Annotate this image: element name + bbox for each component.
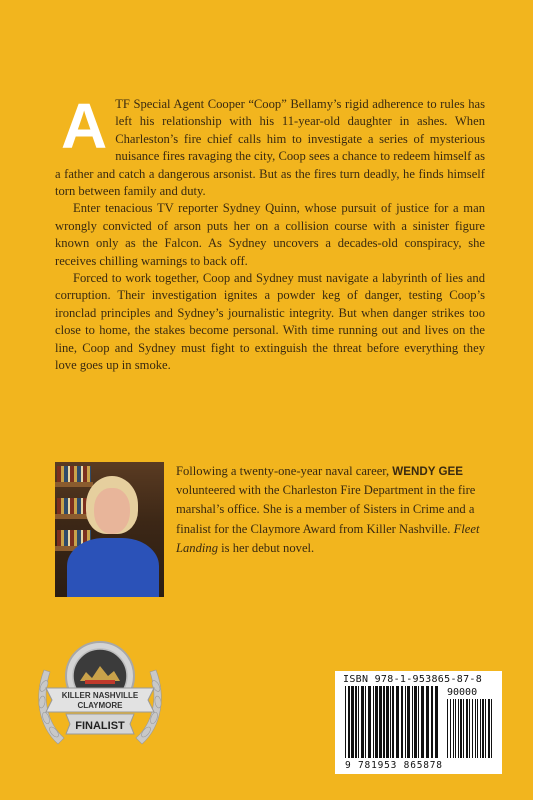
blurb-paragraph-3: Forced to work together, Coop and Sydney must navigate a labyrinth of lies and corruption. Their investigation ignites a powder keg of danger, testing Coop’s ironclad principles and Sydney’s journalistic integrity. But when danger strikes too close to home, the stakes become personal. With time running out and lives on the line, Coop and Sydney must fight to extinguish the threat before everything they love goes up in smoke.: [55, 271, 485, 373]
bio-text-middle: volunteered with the Charleston Fire Department in the fire marshal’s office. She is a member of Sisters in Crime and a finalist for the Claymore Award from Killer Nashville.: [176, 483, 476, 536]
drop-cap: A: [61, 90, 108, 162]
barcode-addon-bars: [447, 699, 493, 758]
isbn-barcode: [335, 671, 502, 774]
barcode-digits: 9 781953 865878: [345, 760, 443, 771]
blurb-paragraph-1: [55, 90, 485, 200]
seal-line-1: KILLER NASHVILLE: [61, 691, 139, 700]
bio-text-end: is her debut novel.: [218, 540, 315, 555]
barcode-bars: [345, 686, 441, 758]
isbn-label: ISBN 978-1-953865-87-8: [343, 674, 483, 685]
award-seal: [30, 626, 170, 762]
author-name: WENDY GEE: [392, 465, 463, 478]
bio-text-start: Following a twenty-one-year naval career,: [176, 464, 393, 478]
price-code: 90000: [447, 687, 478, 698]
seal-line-2: CLAYMORE: [77, 701, 123, 710]
seal-line-3: FINALIST: [75, 720, 125, 732]
back-cover-blurb: [55, 90, 485, 375]
author-bio: [176, 462, 486, 558]
blurb-paragraph-2: Enter tenacious TV reporter Sydney Quinn, whose pursuit of justice for a man wrongly convicted of arson puts her on a collision course with a sinister figure known only as the Falcon. As Sydney uncovers a decades-old conspiracy, she receives chilling warnings to back off.: [55, 201, 485, 268]
author-photo: [55, 462, 164, 597]
book-title: Fleet Landing: [176, 521, 480, 555]
blurb-text-1: TF Special Agent Cooper “Coop” Bellamy’s rigid adherence to rules has left his relationship with his 11-year-old daughter in ashes. When Charleston’s fire chief calls him to investigate a series of mysterious nuisance fires ravaging the city, Coop sees a chance to redeem himself as a father and catch a dangerous arsonist. But as the fires turn deadly, he finds himself torn between family and duty.: [55, 97, 485, 199]
